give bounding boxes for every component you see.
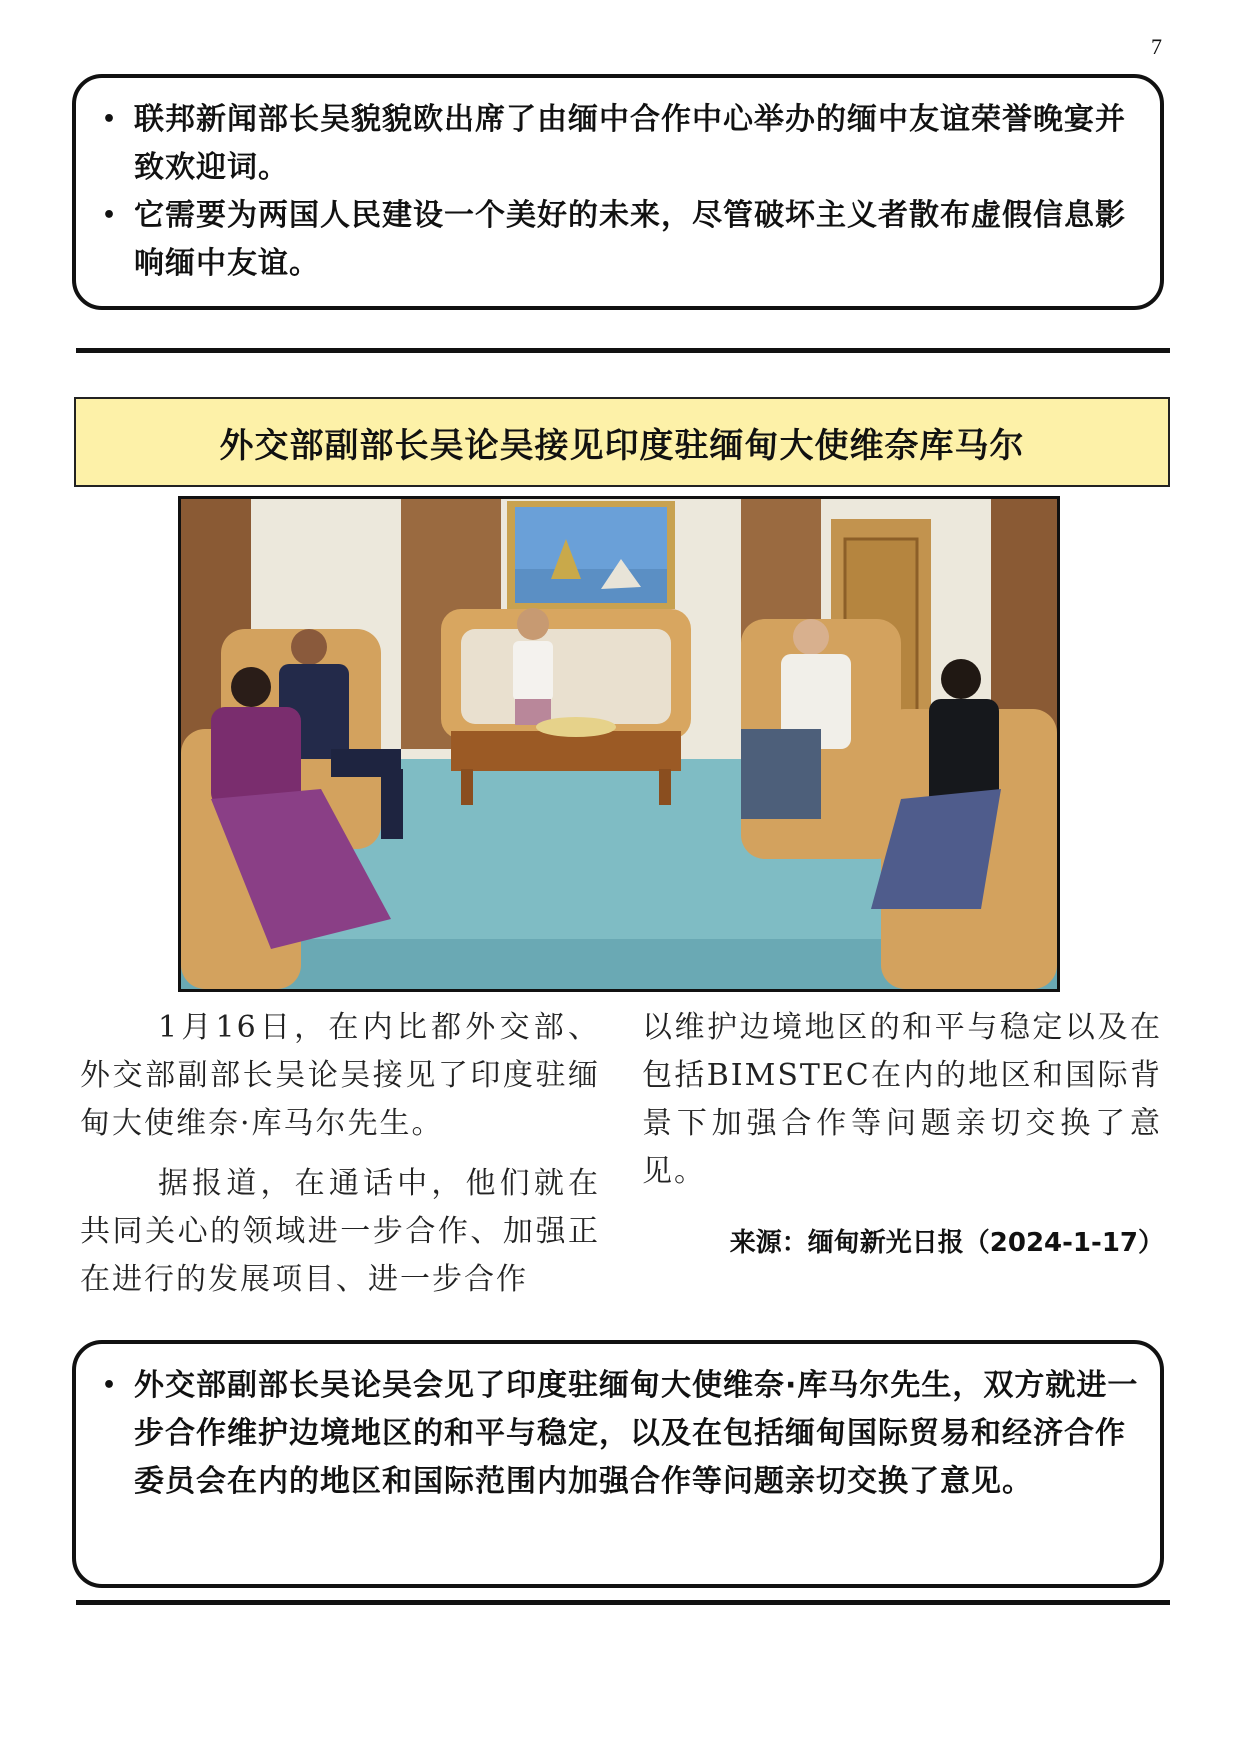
article-source: 来源：缅甸新光日报（2024-1-17） <box>729 1228 1164 1258</box>
article-headline: 外交部副部长吴论吴接见印度驻缅甸大使维奈库马尔 <box>219 425 1025 466</box>
article-left-column <box>80 1004 600 1316</box>
bullet-icon: • <box>102 107 118 132</box>
top-summary-text: 联邦新闻部长吴貌貌欧出席了由缅中合作中心举办的缅中友谊荣誉晚宴并致欢迎词。 <box>134 102 1126 185</box>
article-paragraph: 以维护边境地区的和平与稳定以及在包括BIMSTEC在内的地区和国际背景下加强合作等问题亲切交换了意见。 <box>642 1010 1162 1189</box>
bottom-summary-text: 外交部副部长吴论吴会见了印度驻缅甸大使维奈·库马尔先生，双方就进一步合作维护边境地区的和平与稳定，以及在包括缅甸国际贸易和经济合作委员会在内的地区和国际范围内加强合作等问题亲切交换了意见。 <box>134 1368 1139 1499</box>
top-summary-list <box>96 96 1140 288</box>
page-number: 7 <box>1151 34 1162 59</box>
meeting-photo <box>178 496 1060 992</box>
meeting-photo-illustration <box>181 499 1057 989</box>
top-summary-item <box>96 192 1140 288</box>
top-summary-text: 它需要为两国人民建设一个美好的未来，尽管破坏主义者散布虚假信息影响缅中友谊。 <box>134 198 1126 281</box>
article-right-column <box>642 1004 1162 1208</box>
article-paragraph: 1月16日，在内比都外交部、外交部副部长吴论吴接见了印度驻缅甸大使维奈·库马尔先生。 <box>80 1010 600 1141</box>
headline-banner <box>74 397 1170 487</box>
divider-line <box>76 1600 1170 1605</box>
article-paragraph: 据报道，在通话中，他们就在共同关心的领域进一步合作、加强正在进行的发展项目、进一步合作 <box>80 1166 600 1297</box>
bottom-summary-item <box>96 1362 1140 1506</box>
top-summary-box <box>72 74 1164 310</box>
top-summary-item <box>96 96 1140 192</box>
bottom-summary-box <box>72 1340 1164 1588</box>
bullet-icon: • <box>102 1373 118 1398</box>
bottom-summary-list <box>96 1362 1140 1506</box>
divider-line <box>76 348 1170 353</box>
bullet-icon: • <box>102 203 118 228</box>
